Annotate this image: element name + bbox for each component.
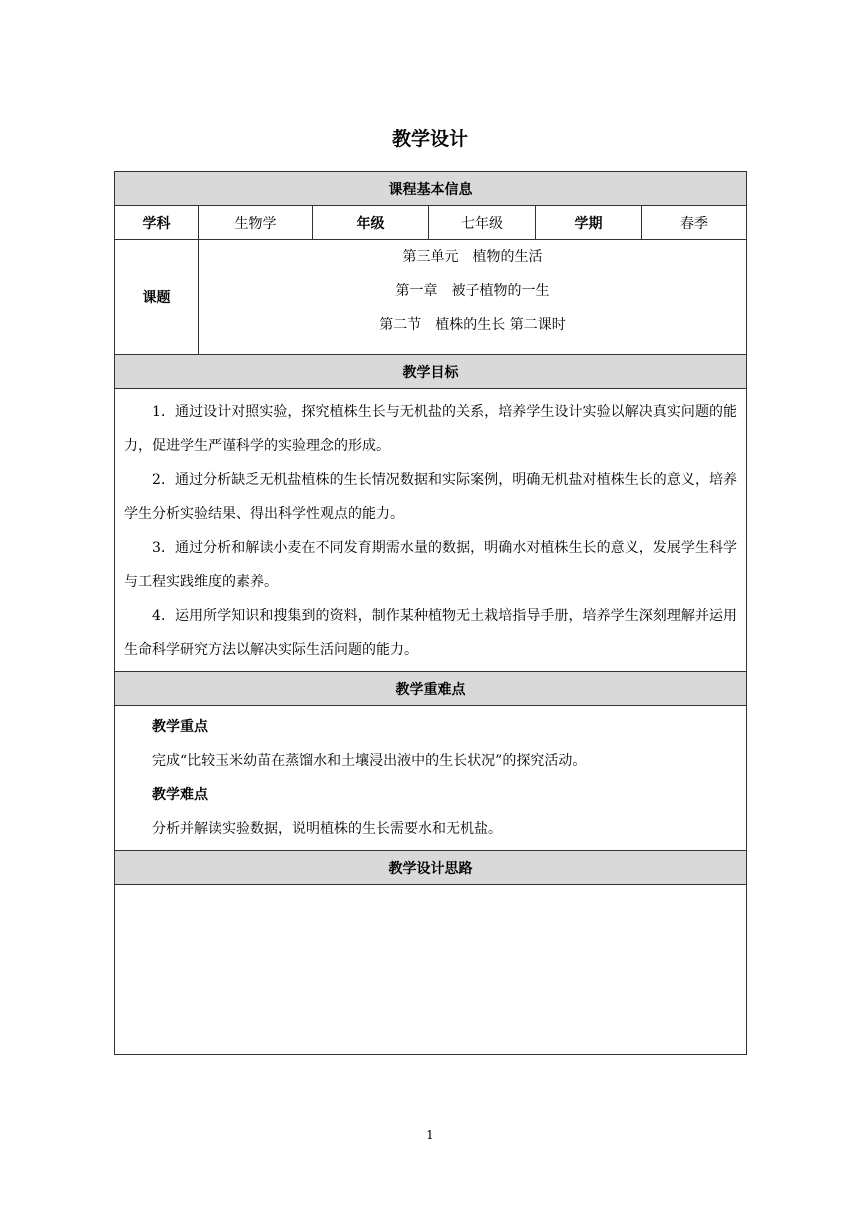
key-points-row — [115, 706, 747, 851]
key-points-content — [115, 706, 747, 851]
basic-info-header: 课程基本信息 — [115, 172, 747, 206]
objective-item: 2．通过分析缺乏无机盐植株的生长情况数据和实际案例，明确无机盐对植株生长的意义，培养学生分析实验结果、得出科学性观点的能力。 — [124, 472, 738, 522]
focus-label: 教学重点 — [152, 719, 208, 735]
objective-item: 1．通过设计对照实验，探究植株生长与无机盐的关系，培养学生设计实验以解决真实问题的能力，促进学生严谨科学的实验理念的形成。 — [124, 404, 738, 454]
topic-chapter: 第一章 被子植物的一生 — [395, 283, 550, 299]
topic-section: 第二节 植株的生长 第二课时 — [379, 317, 566, 333]
topic-row — [115, 240, 747, 355]
design-ideas-header-row — [115, 851, 747, 885]
term-label: 学期 — [536, 206, 642, 240]
design-ideas-header: 教学设计思路 — [115, 851, 747, 885]
objectives-header-row — [115, 355, 747, 389]
key-points-header: 教学重难点 — [115, 672, 747, 706]
objectives-content — [115, 389, 747, 672]
document-title: 教学设计 — [391, 128, 468, 150]
lesson-plan-table — [114, 171, 747, 1055]
key-points-header-row — [115, 672, 747, 706]
topic-unit: 第三单元 植物的生活 — [402, 249, 543, 265]
subject-value: 生物学 — [199, 206, 313, 240]
focus-text: 完成“比较玉米幼苗在蒸馏水和土壤浸出液中的生长状况”的探究活动。 — [152, 753, 587, 769]
grade-label: 年级 — [313, 206, 429, 240]
objectives-row — [115, 389, 747, 672]
design-ideas-content — [115, 885, 747, 1055]
basic-info-header-row — [115, 172, 747, 206]
difficulty-label: 教学难点 — [152, 787, 208, 803]
topic-label: 课题 — [115, 240, 199, 355]
subject-label: 学科 — [115, 206, 199, 240]
objective-item: 3．通过分析和解读小麦在不同发育期需水量的数据，明确水对植株生长的意义，发展学生科学与工程实践维度的素养。 — [124, 540, 738, 590]
objectives-header: 教学目标 — [115, 355, 747, 389]
basic-info-row — [115, 206, 747, 240]
objective-item: 4．运用所学知识和搜集到的资料，制作某种植物无土栽培指导手册，培养学生深刻理解并运用生命科学研究方法以解决实际生活问题的能力。 — [124, 608, 738, 658]
topic-content — [199, 240, 747, 355]
design-ideas-row — [115, 885, 747, 1055]
grade-value: 七年级 — [429, 206, 536, 240]
page-number: 1 — [426, 1128, 434, 1142]
difficulty-text: 分析并解读实验数据，说明植株的生长需要水和无机盐。 — [152, 821, 502, 837]
term-value: 春季 — [642, 206, 747, 240]
